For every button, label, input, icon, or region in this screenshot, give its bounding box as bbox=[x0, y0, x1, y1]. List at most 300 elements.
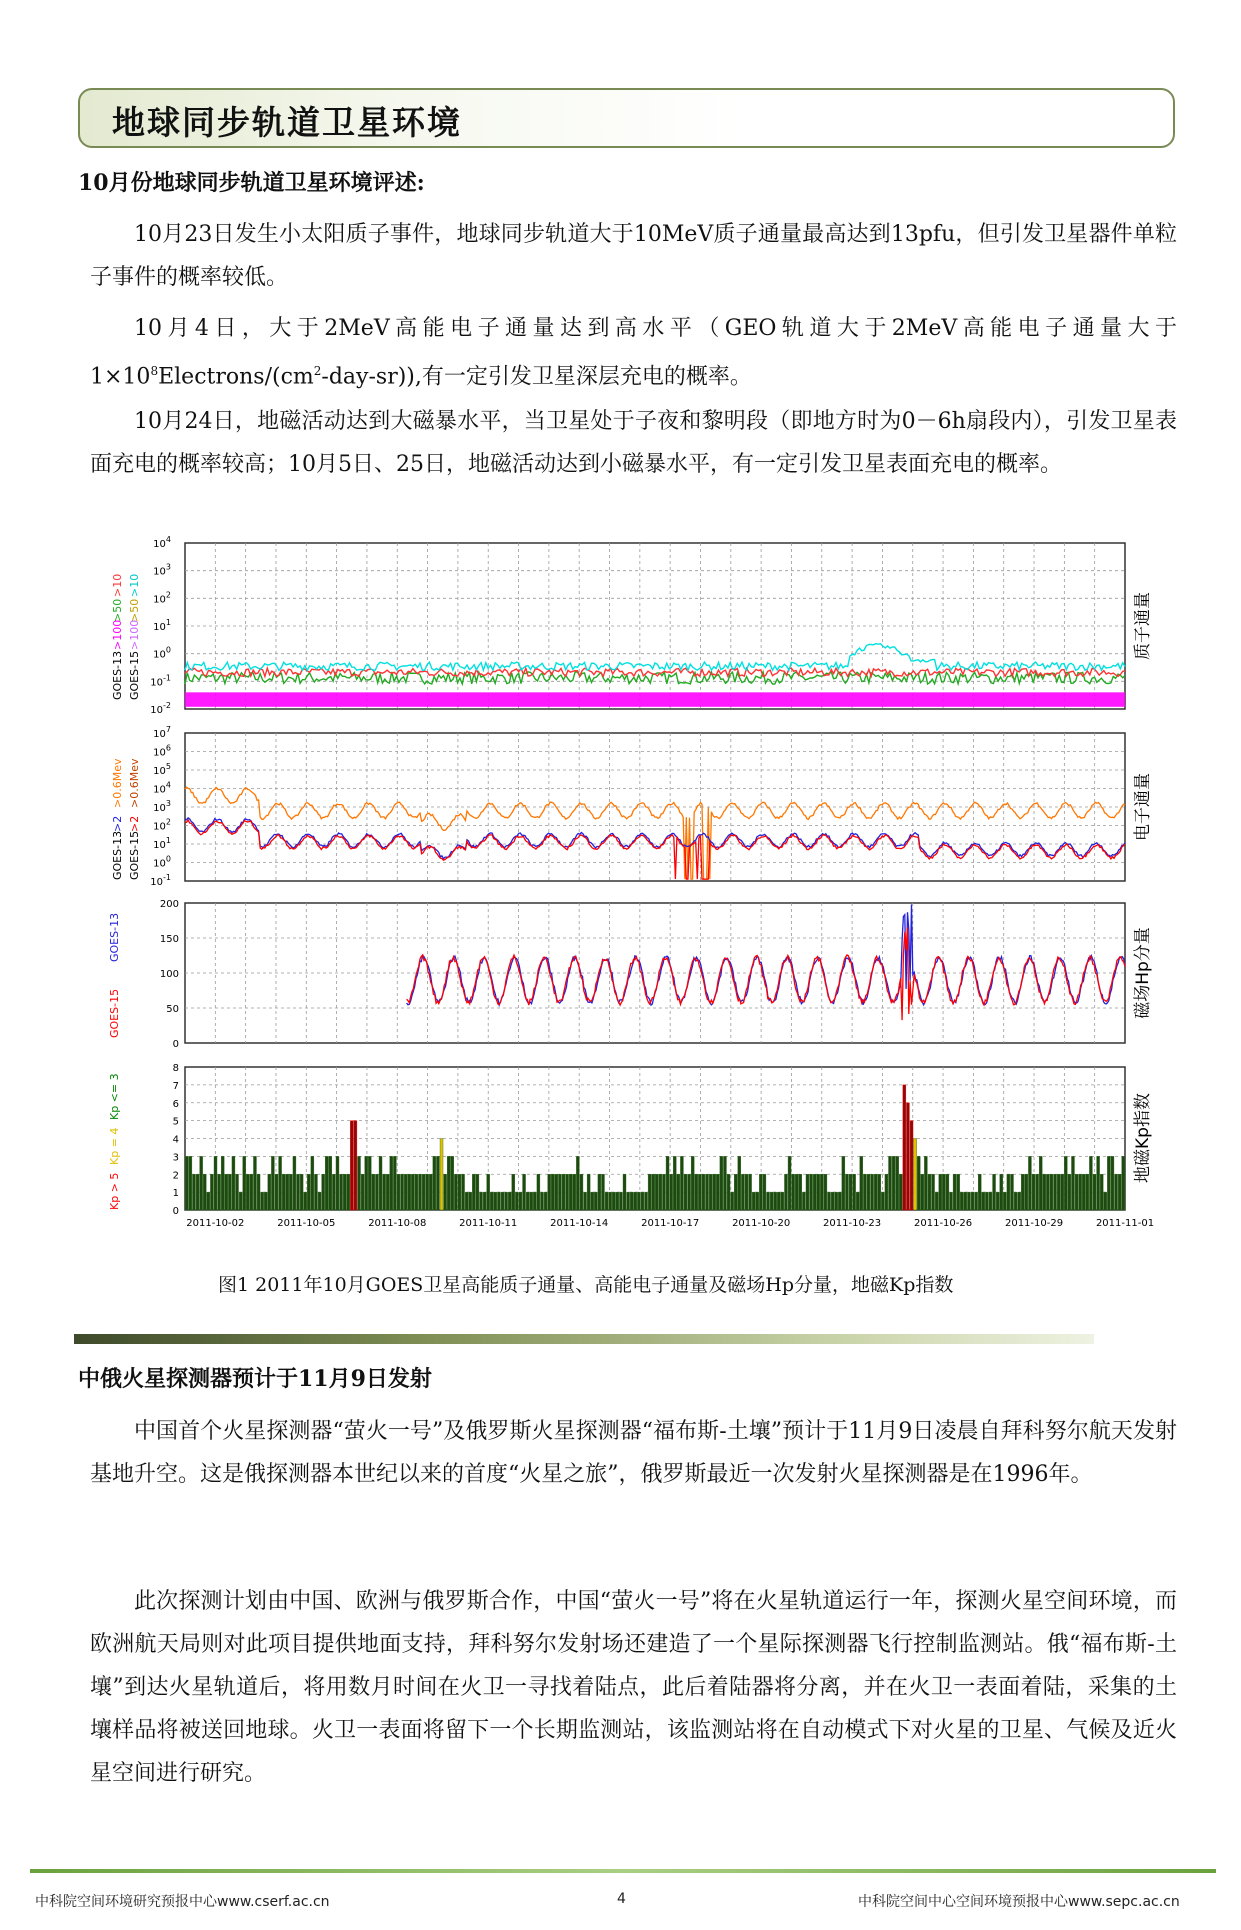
kp-bar bbox=[903, 1085, 906, 1210]
kp-bar bbox=[648, 1174, 651, 1210]
x-tick-label: 2011-10-17 bbox=[641, 1218, 700, 1229]
kp-bar bbox=[975, 1192, 978, 1210]
kp-bar bbox=[447, 1156, 450, 1210]
kp-bar bbox=[368, 1156, 371, 1210]
kp-bar bbox=[1115, 1174, 1118, 1210]
kp-bar bbox=[469, 1192, 472, 1210]
kp-bar bbox=[670, 1174, 673, 1210]
kp-bar bbox=[314, 1174, 317, 1210]
y-tick-exponent: 0 bbox=[165, 645, 171, 655]
kp-bar bbox=[1111, 1156, 1114, 1210]
kp-bar bbox=[1122, 1156, 1125, 1210]
paragraph-electron-text-b: Electrons/(cm bbox=[158, 364, 314, 390]
kp-bar bbox=[573, 1174, 576, 1210]
y-tick-exponent: 2 bbox=[165, 590, 171, 600]
kp-bar bbox=[1104, 1192, 1107, 1210]
kp-bar bbox=[777, 1192, 780, 1210]
kp-bar bbox=[329, 1156, 332, 1210]
paragraph-mars-mission: 此次探测计划由中国、欧洲与俄罗斯合作，中国“萤火一号”将在火星轨道运行一年，探测火星空间环境，而欧洲航天局则对此项目提供地面支持，拜科努尔发射场还建造了一个星际探测器飞行控制监测站。俄“福布斯-土壤”到达火星轨道后，将用数月时间在火卫一寻找着陆点，此后着陆器将分离，并在火卫一表面着陆，采集的土壤样品将被送回地球。火卫一表面将留下一个长期监测站，该监测站将在自动模式下对火星的卫星、气候及近火星空间进行研究。 bbox=[90, 1589, 1177, 1786]
kp-bar bbox=[210, 1174, 213, 1210]
kp-bar bbox=[1028, 1156, 1031, 1210]
kp-bar bbox=[838, 1192, 841, 1210]
kp-bar bbox=[612, 1192, 615, 1210]
kp-bar bbox=[332, 1174, 335, 1210]
kp-bar bbox=[490, 1192, 493, 1210]
kp-bar bbox=[250, 1174, 253, 1210]
proton-legend-g15-10: >10 bbox=[128, 573, 141, 597]
kp-bar bbox=[817, 1174, 820, 1210]
kp-legend bbox=[108, 1073, 121, 1210]
proton-legend-g15-100: >100 bbox=[128, 619, 141, 650]
kp-bar bbox=[781, 1192, 784, 1210]
kp-bar bbox=[264, 1192, 267, 1210]
kp-bar bbox=[763, 1174, 766, 1210]
kp-bar bbox=[1100, 1174, 1103, 1210]
y-tick-exponent: -2 bbox=[163, 701, 171, 710]
kp-bar bbox=[906, 1103, 909, 1210]
kp-bar bbox=[1075, 1174, 1078, 1210]
kp-bar bbox=[239, 1192, 242, 1210]
kp-bar bbox=[192, 1174, 195, 1210]
kp-bar bbox=[519, 1192, 522, 1210]
kp-bar bbox=[691, 1156, 694, 1210]
kp-bar bbox=[935, 1192, 938, 1210]
kp-bar bbox=[756, 1192, 759, 1210]
y-tick-label-electron: $10^3$ bbox=[153, 799, 171, 814]
kp-bar bbox=[232, 1156, 235, 1210]
kp-legend-high: Kp > 5 bbox=[108, 1172, 121, 1210]
kp-bar bbox=[616, 1192, 619, 1210]
kp-bar bbox=[698, 1174, 701, 1210]
kp-bar bbox=[971, 1192, 974, 1210]
y-tick-label-kp: 1 bbox=[172, 1188, 179, 1200]
y-tick-label-hp: 150 bbox=[159, 934, 179, 945]
kp-bar bbox=[910, 1121, 913, 1210]
y-tick-exponent: 2 bbox=[165, 817, 171, 827]
kp-bar bbox=[709, 1174, 712, 1210]
kp-bar bbox=[458, 1174, 461, 1210]
y-tick-label-kp: 5 bbox=[172, 1116, 179, 1128]
kp-bar bbox=[982, 1192, 985, 1210]
kp-bar bbox=[228, 1174, 231, 1210]
kp-legend-low: Kp <= 3 bbox=[108, 1073, 121, 1120]
y-tick-label-hp: 200 bbox=[159, 899, 179, 910]
kp-bar bbox=[917, 1156, 920, 1210]
y-tick-label-hp: 100 bbox=[159, 969, 179, 980]
figure-caption: 图1 2011年10月GOES卫星高能质子通量、高能电子通量及磁场Hp分量，地磁Kp指数 bbox=[218, 1274, 954, 1296]
kp-bar bbox=[856, 1192, 859, 1210]
kp-bar bbox=[784, 1174, 787, 1210]
electron-legend-g13-2: >2 bbox=[111, 815, 124, 832]
kp-bar bbox=[253, 1156, 256, 1210]
kp-bar bbox=[1086, 1174, 1089, 1210]
kp-bar bbox=[835, 1192, 838, 1210]
section-divider bbox=[74, 1334, 1094, 1344]
proton-gt100-band bbox=[185, 692, 1125, 706]
kp-bar bbox=[713, 1174, 716, 1210]
y-tick-label-proton: $10^{-2}$ bbox=[150, 701, 171, 716]
kp-bar bbox=[767, 1192, 770, 1210]
kp-bar bbox=[605, 1192, 608, 1210]
kp-bar bbox=[293, 1156, 296, 1210]
y-tick-exponent: 7 bbox=[165, 725, 171, 734]
kp-bar bbox=[953, 1174, 956, 1210]
kp-bar bbox=[831, 1192, 834, 1210]
kp-bar bbox=[189, 1156, 192, 1210]
kp-bar bbox=[641, 1192, 644, 1210]
kp-bar bbox=[892, 1156, 895, 1210]
kp-bar bbox=[343, 1174, 346, 1210]
kp-bar bbox=[652, 1174, 655, 1210]
kp-bar bbox=[246, 1174, 249, 1210]
kp-bar bbox=[340, 1174, 343, 1210]
kp-bar bbox=[555, 1174, 558, 1210]
kp-bar bbox=[964, 1192, 967, 1210]
paragraph-electron bbox=[90, 307, 1177, 398]
kp-bar bbox=[1079, 1174, 1082, 1210]
kp-bar bbox=[426, 1174, 429, 1210]
kp-bar bbox=[476, 1174, 479, 1210]
paragraph-geomagnetic: 10月24日，地磁活动达到大磁暴水平，当卫星处于子夜和黎明段（即地方时为0－6h扇段内），引发卫星表面充电的概率较高；10月5日、25日，地磁活动达到小磁暴水平，有一定引发卫星表面充电的概率。 bbox=[90, 409, 1177, 477]
kp-bar bbox=[1089, 1156, 1092, 1210]
kp-bar bbox=[731, 1192, 734, 1210]
y-tick-label-electron: $10^1$ bbox=[153, 836, 171, 851]
electron-legend bbox=[111, 758, 141, 880]
kp-bar bbox=[533, 1192, 536, 1210]
kp-bar bbox=[185, 1156, 188, 1210]
kp-bar bbox=[1118, 1174, 1121, 1210]
kp-bar bbox=[978, 1174, 981, 1210]
kp-bar bbox=[924, 1156, 927, 1210]
kp-bar bbox=[863, 1174, 866, 1210]
kp-bar bbox=[706, 1174, 709, 1210]
kp-bar bbox=[196, 1174, 199, 1210]
kp-bar bbox=[688, 1174, 691, 1210]
kp-bar bbox=[261, 1192, 264, 1210]
hp-legend-g15: GOES-15 bbox=[108, 988, 121, 1038]
kp-bar bbox=[257, 1174, 260, 1210]
kp-bar bbox=[444, 1174, 447, 1210]
kp-bar bbox=[243, 1156, 246, 1210]
y-tick-label-kp: 7 bbox=[172, 1080, 179, 1092]
kp-bar bbox=[752, 1192, 755, 1210]
kp-bar bbox=[465, 1192, 468, 1210]
paragraph-electron-text-a: 10月4日，大于2MeV高能电子通量达到高水平（GEO轨道大于2MeV高能电子通量大于1×10 bbox=[90, 316, 1177, 390]
kp-bar bbox=[967, 1192, 970, 1210]
kp-bar bbox=[383, 1174, 386, 1210]
y-tick-exponent: -1 bbox=[163, 673, 171, 683]
x-tick-label: 2011-10-26 bbox=[914, 1218, 973, 1229]
kp-bar bbox=[828, 1192, 831, 1210]
kp-bar bbox=[928, 1174, 931, 1210]
kp-bar bbox=[889, 1156, 892, 1210]
superscript-exponent: 8 bbox=[150, 364, 159, 378]
kp-bar bbox=[810, 1174, 813, 1210]
proton-panel-label: 质子通量 bbox=[1133, 592, 1153, 660]
kp-bar bbox=[214, 1156, 217, 1210]
kp-bar bbox=[723, 1156, 726, 1210]
kp-bar bbox=[512, 1174, 515, 1210]
kp-bar bbox=[365, 1156, 368, 1210]
kp-bar bbox=[275, 1174, 278, 1210]
kp-bar bbox=[939, 1174, 942, 1210]
kp-bar bbox=[361, 1174, 364, 1210]
kp-bar bbox=[451, 1156, 454, 1210]
kp-bar bbox=[566, 1174, 569, 1210]
page-number: 4 bbox=[617, 1891, 626, 1907]
y-tick-exponent: 0 bbox=[165, 854, 171, 864]
kp-bar bbox=[684, 1174, 687, 1210]
kp-bar bbox=[899, 1174, 902, 1210]
kp-bar bbox=[386, 1174, 389, 1210]
hp-panel-label: 磁场Hp分量 bbox=[1133, 927, 1153, 1019]
kp-bar bbox=[221, 1156, 224, 1210]
x-tick-label: 2011-11-01 bbox=[1095, 1218, 1155, 1229]
electron-legend-g15-06: >0.6Mev bbox=[128, 758, 141, 808]
kp-bar bbox=[584, 1192, 587, 1210]
kp-bar bbox=[942, 1174, 945, 1210]
kp-bar bbox=[544, 1192, 547, 1210]
kp-bar bbox=[799, 1174, 802, 1210]
kp-bar bbox=[957, 1174, 960, 1210]
electron-legend-g15: GOES-15 bbox=[128, 830, 141, 880]
kp-bar bbox=[860, 1156, 863, 1210]
y-tick-label-proton: $10^4$ bbox=[153, 535, 171, 550]
kp-bar bbox=[375, 1174, 378, 1210]
kp-bar bbox=[236, 1174, 239, 1210]
kp-bar bbox=[1010, 1174, 1013, 1210]
proton-legend-g13-100: >100 bbox=[111, 619, 124, 650]
kp-bar bbox=[297, 1174, 300, 1210]
kp-bar bbox=[949, 1192, 952, 1210]
y-tick-exponent: 3 bbox=[165, 799, 171, 808]
y-tick-label-electron: $10^2$ bbox=[153, 817, 171, 833]
kp-bar bbox=[311, 1156, 314, 1210]
section-title-mars: 中俄火星探测器预计于11月9日发射 bbox=[78, 1366, 432, 1392]
kp-bar bbox=[627, 1192, 630, 1210]
y-tick-label-proton: $10^{-1}$ bbox=[150, 673, 171, 689]
kp-bar bbox=[619, 1192, 622, 1210]
kp-bar bbox=[1003, 1192, 1006, 1210]
kp-bar bbox=[300, 1174, 303, 1210]
footer-rule bbox=[30, 1869, 1216, 1873]
kp-bar bbox=[946, 1174, 949, 1210]
x-tick-label: 2011-10-14 bbox=[550, 1218, 609, 1229]
x-tick-label: 2011-10-02 bbox=[186, 1218, 245, 1229]
y-tick-label-hp: 0 bbox=[172, 1039, 179, 1050]
electron-panel-label: 电子通量 bbox=[1133, 773, 1153, 841]
kp-bar bbox=[1000, 1174, 1003, 1210]
kp-bar bbox=[989, 1192, 992, 1210]
kp-bar bbox=[630, 1192, 633, 1210]
kp-bar bbox=[1097, 1156, 1100, 1210]
kp-bar bbox=[501, 1192, 504, 1210]
proton-legend-g13-50: >50 bbox=[111, 598, 124, 622]
kp-bar bbox=[515, 1192, 518, 1210]
kp-bar bbox=[695, 1174, 698, 1210]
kp-bar bbox=[881, 1192, 884, 1210]
kp-bar bbox=[770, 1192, 773, 1210]
kp-bar bbox=[218, 1174, 221, 1210]
kp-bar bbox=[523, 1174, 526, 1210]
x-tick-label: 2011-10-29 bbox=[1004, 1218, 1064, 1229]
proton-legend bbox=[111, 574, 141, 700]
kp-bar bbox=[203, 1174, 206, 1210]
y-tick-label-electron: $10^0$ bbox=[153, 854, 171, 870]
kp-bar bbox=[415, 1174, 418, 1210]
kp-bar bbox=[1107, 1156, 1110, 1210]
kp-bar bbox=[576, 1156, 579, 1210]
kp-bar bbox=[454, 1174, 457, 1210]
page-title: 地球同步轨道卫星环境 bbox=[112, 103, 462, 142]
kp-bar bbox=[569, 1174, 572, 1210]
kp-bar bbox=[1025, 1174, 1028, 1210]
kp-bar bbox=[885, 1174, 888, 1210]
kp-bar bbox=[487, 1174, 490, 1210]
kp-bar bbox=[1014, 1192, 1017, 1210]
x-tick-label: 2011-10-05 bbox=[277, 1218, 336, 1229]
kp-bar bbox=[637, 1192, 640, 1210]
kp-bar bbox=[307, 1174, 310, 1210]
kp-bar bbox=[1082, 1174, 1085, 1210]
kp-bar bbox=[379, 1156, 382, 1210]
electron-legend-g13: GOES-13 bbox=[111, 830, 124, 880]
y-tick-label-electron: $10^{-1}$ bbox=[150, 873, 171, 888]
y-tick-label-proton: $10^1$ bbox=[153, 618, 171, 633]
kp-bar bbox=[508, 1192, 511, 1210]
paragraph-mars-launch: 中国首个火星探测器“萤火一号”及俄罗斯火星探测器“福布斯-土壤”预计于11月9日凌晨自拜科努尔航天发射基地升空。这是俄探测器本世纪以来的首度“火星之旅”，俄罗斯最近一次发射火星探测器是在1996年。 bbox=[90, 1419, 1177, 1487]
kp-bar bbox=[558, 1174, 561, 1210]
kp-bar bbox=[734, 1174, 737, 1210]
kp-bar bbox=[601, 1174, 604, 1210]
y-tick-label-kp: 8 bbox=[172, 1063, 179, 1074]
kp-bar bbox=[436, 1156, 439, 1210]
kp-bar bbox=[960, 1192, 963, 1210]
kp-bar bbox=[792, 1174, 795, 1210]
y-tick-label-proton: $10^2$ bbox=[153, 590, 171, 606]
kp-bar bbox=[1036, 1174, 1039, 1210]
kp-bar bbox=[594, 1192, 597, 1210]
kp-bar bbox=[200, 1156, 203, 1210]
kp-bar bbox=[720, 1156, 723, 1210]
kp-bar bbox=[921, 1174, 924, 1210]
y-tick-exponent: 3 bbox=[165, 562, 171, 572]
kp-bar bbox=[462, 1174, 465, 1210]
y-tick-label-hp: 50 bbox=[166, 1004, 179, 1015]
kp-bar bbox=[677, 1174, 680, 1210]
proton-legend-g13-10: >10 bbox=[111, 573, 124, 597]
kp-bar bbox=[347, 1174, 350, 1210]
kp-bar bbox=[1093, 1174, 1096, 1210]
kp-bar bbox=[497, 1192, 500, 1210]
kp-bar bbox=[540, 1192, 543, 1210]
kp-bar bbox=[372, 1174, 375, 1210]
kp-bar bbox=[1046, 1174, 1049, 1210]
kp-bar bbox=[479, 1192, 482, 1210]
kp-bar bbox=[774, 1192, 777, 1210]
kp-bar bbox=[207, 1192, 210, 1210]
kp-bar bbox=[655, 1174, 658, 1210]
y-tick-exponent: 4 bbox=[165, 535, 171, 544]
paragraph-electron-text-c: -day-sr)),有一定引发卫星深层充电的概率。 bbox=[321, 364, 752, 390]
kp-bar bbox=[878, 1174, 881, 1210]
kp-bar bbox=[802, 1192, 805, 1210]
kp-bar bbox=[662, 1174, 665, 1210]
kp-bar bbox=[738, 1156, 741, 1210]
kp-bar bbox=[702, 1174, 705, 1210]
kp-bar bbox=[867, 1174, 870, 1210]
y-tick-exponent: 1 bbox=[165, 836, 171, 845]
kp-bar bbox=[325, 1156, 328, 1210]
y-tick-label-kp: 0 bbox=[172, 1206, 179, 1217]
y-tick-label-kp: 4 bbox=[172, 1134, 179, 1146]
kp-bar bbox=[408, 1174, 411, 1210]
kp-bar bbox=[1050, 1174, 1053, 1210]
kp-bar bbox=[354, 1121, 357, 1210]
kp-bar bbox=[548, 1174, 551, 1210]
y-tick-label-kp: 2 bbox=[172, 1170, 179, 1182]
kp-bar bbox=[1064, 1156, 1067, 1210]
kp-bar bbox=[598, 1174, 601, 1210]
kp-bar bbox=[741, 1174, 744, 1210]
y-tick-exponent: 1 bbox=[165, 618, 171, 627]
kp-bar bbox=[813, 1174, 816, 1210]
footer-left-link[interactable]: 中科院空间环境研究预报中心www.cserf.ac.cn bbox=[35, 1894, 330, 1910]
kp-bar bbox=[985, 1192, 988, 1210]
kp-bar bbox=[390, 1156, 393, 1210]
kp-bar bbox=[336, 1156, 339, 1210]
kp-bar bbox=[393, 1156, 396, 1210]
kp-bar bbox=[404, 1174, 407, 1210]
footer-right-link[interactable]: 中科院空间中心空间环境预报中心www.sepc.ac.cn bbox=[858, 1894, 1180, 1910]
electron-legend-g13-06: >0.6Mev bbox=[111, 758, 124, 808]
hp-legend-g13: GOES-13 bbox=[108, 912, 121, 962]
kp-bar bbox=[659, 1174, 662, 1210]
kp-bar bbox=[429, 1174, 432, 1210]
kp-bar bbox=[472, 1174, 475, 1210]
kp-bar bbox=[1054, 1174, 1057, 1210]
kp-bar bbox=[871, 1174, 874, 1210]
kp-bar bbox=[1061, 1174, 1064, 1210]
kp-bar bbox=[225, 1174, 228, 1210]
x-tick-label: 2011-10-20 bbox=[732, 1218, 791, 1229]
kp-bar bbox=[526, 1192, 529, 1210]
kp-bar bbox=[759, 1174, 762, 1210]
kp-bar bbox=[824, 1174, 827, 1210]
kp-bar bbox=[996, 1192, 999, 1210]
kp-bar bbox=[666, 1156, 669, 1210]
kp-bar bbox=[401, 1174, 404, 1210]
kp-bar bbox=[806, 1174, 809, 1210]
y-tick-exponent: -1 bbox=[163, 873, 171, 882]
kp-bar bbox=[727, 1174, 730, 1210]
y-tick-exponent: 5 bbox=[165, 762, 171, 771]
kp-bar bbox=[537, 1174, 540, 1210]
kp-bar bbox=[358, 1156, 361, 1210]
kp-bar bbox=[1039, 1156, 1042, 1210]
kp-bar bbox=[286, 1174, 289, 1210]
kp-bar bbox=[279, 1156, 282, 1210]
kp-bar bbox=[1071, 1156, 1074, 1210]
kp-bar bbox=[271, 1156, 274, 1210]
paragraph-proton: 10月23日发生小太阳质子事件，地球同步轨道大于10MeV质子通量最高达到13pfu，但引发卫星器件单粒子事件的概率较低。 bbox=[90, 222, 1177, 290]
proton-legend-g15: GOES-15 bbox=[128, 650, 141, 700]
y-tick-label-proton: $10^0$ bbox=[153, 645, 171, 661]
kp-bar bbox=[1032, 1174, 1035, 1210]
kp-bar bbox=[849, 1174, 852, 1210]
electron-legend-g15-2: >2 bbox=[128, 815, 141, 832]
kp-bar bbox=[645, 1192, 648, 1210]
